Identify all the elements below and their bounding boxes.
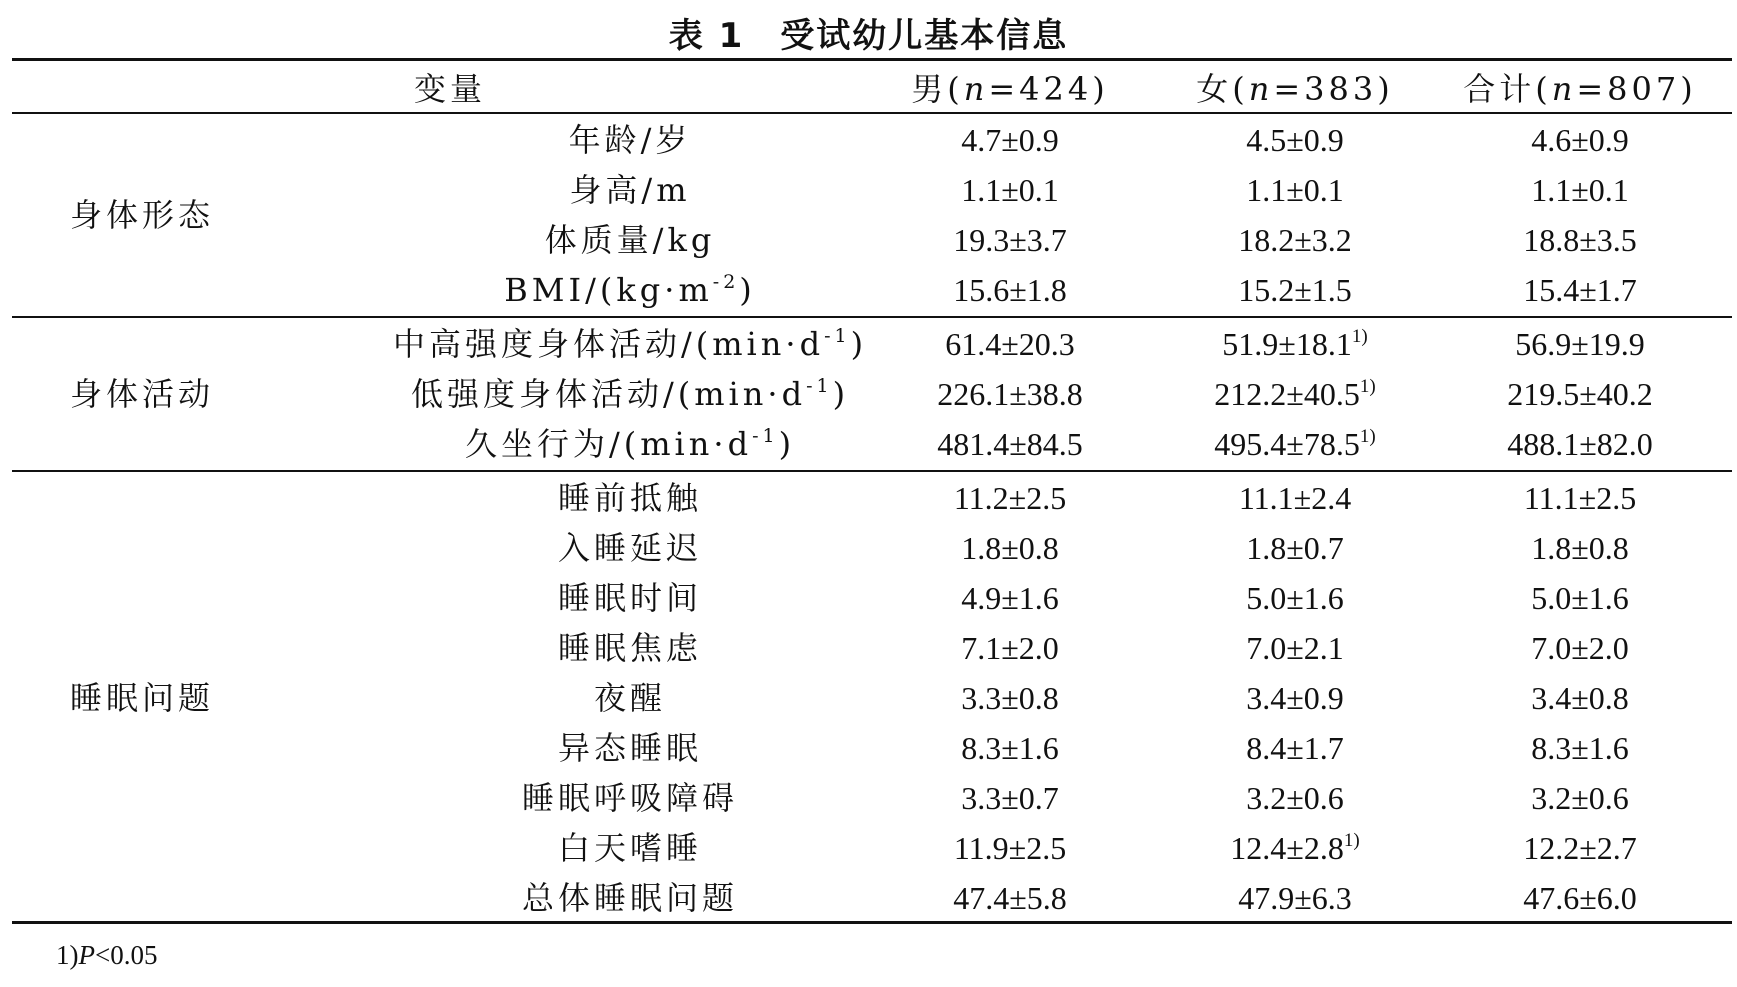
male-value-text: 4.7±0.9 xyxy=(961,122,1059,158)
table-row xyxy=(0,823,1737,873)
group-label: 睡眠问题 xyxy=(70,679,215,717)
group-rule xyxy=(12,470,1732,472)
row-label-text: 总体睡眠问题 xyxy=(521,879,738,917)
row-label-text: 白天嗜睡 xyxy=(557,829,702,867)
female-value xyxy=(1180,165,1410,215)
total-value xyxy=(1450,369,1710,419)
significance-marker: 1) xyxy=(1343,830,1360,851)
significance-marker: 1) xyxy=(1359,376,1376,397)
female-value-text: 4.5±0.9 xyxy=(1246,122,1344,158)
total-value-text: 1.8±0.8 xyxy=(1531,530,1629,566)
male-value-text: 3.3±0.8 xyxy=(961,680,1059,716)
total-value-text: 3.4±0.8 xyxy=(1531,680,1629,716)
male-value-text: 15.6±1.8 xyxy=(953,272,1067,308)
total-value xyxy=(1450,673,1710,723)
table-row xyxy=(0,573,1737,623)
male-value xyxy=(900,523,1120,573)
total-value-text: 3.2±0.6 xyxy=(1531,780,1629,816)
male-value xyxy=(900,165,1120,215)
total-value-text: 18.8±3.5 xyxy=(1523,222,1637,258)
total-value xyxy=(1450,823,1710,873)
female-value xyxy=(1180,773,1410,823)
row-label xyxy=(340,573,920,623)
header-variable: 变量 xyxy=(413,70,486,108)
male-value-text: 1.8±0.8 xyxy=(961,530,1059,566)
total-value-text: 5.0±1.6 xyxy=(1531,580,1629,616)
row-label-text: 睡眠焦虑 xyxy=(557,629,702,667)
row-label xyxy=(340,419,920,469)
male-value xyxy=(900,723,1120,773)
row-label-sup: -1 xyxy=(752,425,779,447)
group-label: 身体活动 xyxy=(70,375,215,413)
row-label-tail: ) xyxy=(778,425,796,463)
male-value-text: 7.1±2.0 xyxy=(961,630,1059,666)
row-label xyxy=(340,873,920,923)
female-value-text: 12.4±2.8 xyxy=(1230,830,1344,866)
total-value xyxy=(1450,523,1710,573)
table-row xyxy=(0,265,1737,315)
female-value xyxy=(1180,573,1410,623)
total-value xyxy=(1450,265,1710,315)
total-value xyxy=(1450,165,1710,215)
total-value-text: 12.2±2.7 xyxy=(1523,830,1637,866)
male-value-text: 61.4±20.3 xyxy=(945,326,1075,362)
female-value-text: 495.4±78.5 xyxy=(1214,426,1360,462)
row-label xyxy=(340,265,920,315)
female-value xyxy=(1180,723,1410,773)
male-value xyxy=(900,773,1120,823)
total-value xyxy=(1450,773,1710,823)
total-value-text: 11.1±2.5 xyxy=(1523,480,1637,516)
group-rule xyxy=(12,316,1732,318)
total-value-text: 4.6±0.9 xyxy=(1531,122,1629,158)
row-label-text: 入睡延迟 xyxy=(557,529,702,567)
total-value-text: 219.5±40.2 xyxy=(1507,376,1653,412)
row-label-text: 低强度身体活动/(min·d xyxy=(410,375,807,413)
male-value-text: 8.3±1.6 xyxy=(961,730,1059,766)
row-label xyxy=(340,723,920,773)
female-value-text: 18.2±3.2 xyxy=(1238,222,1352,258)
female-value xyxy=(1180,369,1410,419)
male-value-text: 3.3±0.7 xyxy=(961,780,1059,816)
total-value xyxy=(1450,115,1710,165)
total-value-text: 1.1±0.1 xyxy=(1531,172,1629,208)
male-value xyxy=(900,473,1120,523)
male-value-text: 4.9±1.6 xyxy=(961,580,1059,616)
female-value-text: 5.0±1.6 xyxy=(1246,580,1344,616)
total-value-text: 47.6±6.0 xyxy=(1523,880,1637,916)
table-row xyxy=(0,873,1737,923)
bottom-rule xyxy=(12,921,1732,924)
female-value-text: 8.4±1.7 xyxy=(1246,730,1344,766)
total-value xyxy=(1450,419,1710,469)
table-row xyxy=(0,473,1737,523)
row-label-text: 久坐行为/(min·d xyxy=(464,425,753,463)
female-value-text: 212.2±40.5 xyxy=(1214,376,1360,412)
female-value xyxy=(1180,823,1410,873)
row-label-text: 夜醒 xyxy=(593,679,666,717)
row-label xyxy=(340,673,920,723)
header-total: 合计(n=807) xyxy=(1463,70,1697,108)
row-label-sup: -1 xyxy=(824,325,851,347)
female-value xyxy=(1180,319,1410,369)
female-value-text: 7.0±2.1 xyxy=(1246,630,1344,666)
table-row xyxy=(0,773,1737,823)
female-value-text: 15.2±1.5 xyxy=(1238,272,1352,308)
total-value xyxy=(1450,623,1710,673)
total-value xyxy=(1450,573,1710,623)
male-value xyxy=(900,673,1120,723)
row-label-text: 年龄/岁 xyxy=(568,121,692,159)
female-value xyxy=(1180,523,1410,573)
female-value xyxy=(1180,873,1410,923)
total-value-text: 7.0±2.0 xyxy=(1531,630,1629,666)
female-value xyxy=(1180,623,1410,673)
male-value xyxy=(900,265,1120,315)
row-label-text: 异态睡眠 xyxy=(557,729,702,767)
total-value xyxy=(1450,215,1710,265)
total-value-text: 8.3±1.6 xyxy=(1531,730,1629,766)
row-label xyxy=(340,823,920,873)
header-rule xyxy=(12,112,1732,114)
row-label-tail: ) xyxy=(850,325,868,363)
female-value-text: 3.2±0.6 xyxy=(1246,780,1344,816)
total-value xyxy=(1450,473,1710,523)
row-label xyxy=(340,165,920,215)
male-value-text: 1.1±0.1 xyxy=(961,172,1059,208)
row-label xyxy=(340,369,920,419)
total-value-text: 56.9±19.9 xyxy=(1515,326,1645,362)
female-value xyxy=(1180,115,1410,165)
total-value xyxy=(1450,873,1710,923)
row-label-text: 体质量/kg xyxy=(544,221,716,259)
female-value-text: 1.1±0.1 xyxy=(1246,172,1344,208)
male-value-text: 11.9±2.5 xyxy=(953,830,1067,866)
female-value xyxy=(1180,215,1410,265)
row-label-tail: ) xyxy=(832,375,850,413)
total-value-text: 488.1±82.0 xyxy=(1507,426,1653,462)
male-value xyxy=(900,215,1120,265)
header-male: 男(n=424) xyxy=(911,70,1109,108)
male-value xyxy=(900,623,1120,673)
female-value-text: 11.1±2.4 xyxy=(1238,480,1352,516)
male-value-text: 11.2±2.5 xyxy=(953,480,1067,516)
total-value xyxy=(1450,723,1710,773)
row-label xyxy=(340,523,920,573)
significance-marker: 1) xyxy=(1359,426,1376,447)
row-label-sup: -1 xyxy=(806,375,833,397)
table-row xyxy=(0,623,1737,673)
header-female: 女(n=383) xyxy=(1196,70,1394,108)
row-label xyxy=(340,115,920,165)
table-title: 表 1 受试幼儿基本信息 xyxy=(668,16,1069,56)
total-value-text: 15.4±1.7 xyxy=(1523,272,1637,308)
female-value xyxy=(1180,419,1410,469)
female-value xyxy=(1180,473,1410,523)
male-value xyxy=(900,115,1120,165)
female-value-text: 3.4±0.9 xyxy=(1246,680,1344,716)
male-value xyxy=(900,319,1120,369)
row-label-text: 睡眠时间 xyxy=(557,579,702,617)
row-label-text: BMI/(kg·m xyxy=(504,271,713,309)
male-value-text: 19.3±3.7 xyxy=(953,222,1067,258)
male-value-text: 226.1±38.8 xyxy=(937,376,1083,412)
top-rule xyxy=(12,58,1732,61)
header-row xyxy=(0,64,1737,114)
total-value xyxy=(1450,319,1710,369)
male-value xyxy=(900,369,1120,419)
row-label-text: 睡眠呼吸障碍 xyxy=(521,779,738,817)
female-value xyxy=(1180,265,1410,315)
row-label xyxy=(340,773,920,823)
row-label-text: 中高强度身体活动/(min·d xyxy=(392,325,825,363)
table-row xyxy=(0,419,1737,469)
group-label: 身体形态 xyxy=(70,196,215,234)
row-label xyxy=(340,319,920,369)
row-label xyxy=(340,215,920,265)
table-row xyxy=(0,115,1737,165)
table-row xyxy=(0,523,1737,573)
footnote: 1)P<0.05 xyxy=(56,940,158,970)
row-label-sup: -2 xyxy=(712,271,740,293)
row-label xyxy=(340,623,920,673)
row-label xyxy=(340,473,920,523)
male-value xyxy=(900,823,1120,873)
row-label-text: 睡前抵触 xyxy=(557,479,702,517)
row-label-text: 身高/m xyxy=(569,171,691,209)
male-value xyxy=(900,419,1120,469)
row-label-tail: ) xyxy=(739,271,756,309)
male-value-text: 481.4±84.5 xyxy=(937,426,1083,462)
male-value xyxy=(900,873,1120,923)
table-row xyxy=(0,319,1737,369)
female-value-text: 1.8±0.7 xyxy=(1246,530,1344,566)
female-value-text: 47.9±6.3 xyxy=(1238,880,1352,916)
table-row xyxy=(0,723,1737,773)
female-value xyxy=(1180,673,1410,723)
female-value-text: 51.9±18.1 xyxy=(1222,326,1352,362)
significance-marker: 1) xyxy=(1351,326,1368,347)
male-value-text: 47.4±5.8 xyxy=(953,880,1067,916)
male-value xyxy=(900,573,1120,623)
